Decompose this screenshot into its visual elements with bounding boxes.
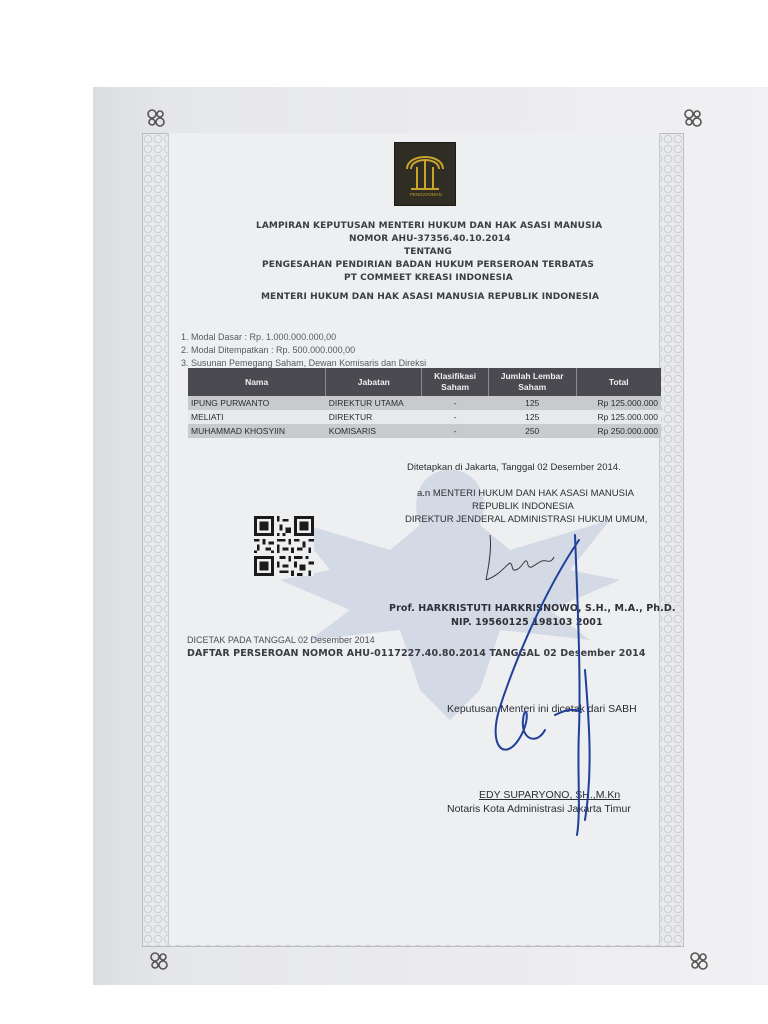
capital-issued: 2. Modal Ditempatkan : Rp. 500.000.000,00 <box>181 345 356 355</box>
signer-nip: NIP. 19560125 198103 2001 <box>451 617 603 628</box>
cell-jabatan: DIREKTUR <box>326 410 422 424</box>
corner-ornament-bottom-left <box>148 950 170 972</box>
col-header-nama: Nama <box>188 368 326 396</box>
on-behalf-line: a.n MENTERI HUKUM DAN HAK ASASI MANUSIA <box>417 488 634 499</box>
cell-jabatan: DIREKTUR UTAMA <box>326 396 422 410</box>
cell-nama: MUHAMMAD KHOSYIIN <box>188 424 326 438</box>
col-header-total: Total <box>576 368 661 396</box>
corner-ornament-top-left <box>145 107 167 129</box>
table-row <box>188 396 661 410</box>
established-date: Ditetapkan di Jakarta, Tanggal 02 Desember 2014. <box>407 462 621 473</box>
shareholder-structure: 3. Susunan Pemegang Saham, Dewan Komisaris dan Direksi <box>181 358 427 368</box>
cell-klasifikasi: - <box>422 396 489 410</box>
cell-klasifikasi: - <box>422 424 489 438</box>
table-row <box>188 410 661 424</box>
emblem-caption: PENGAYOMAN <box>410 192 442 197</box>
notary-name: EDY SUPARYONO, SH.,M.Kn <box>479 789 621 801</box>
notary-title: Notaris Kota Administrasi Jakarta Timur <box>447 803 631 815</box>
signer-name: Prof. HARKRISTUTI HARKRISNOWO, S.H., M.A., Ph.D. <box>389 603 676 614</box>
cell-klasifikasi: - <box>422 410 489 424</box>
company-name: PT COMMEET KREASI INDONESIA <box>344 273 513 283</box>
notary-signature <box>485 530 625 840</box>
minister-title: MENTERI HUKUM DAN HAK ASASI MANUSIA REPUBLIK INDONESIA <box>261 292 600 302</box>
directorate-line: DIREKTUR JENDERAL ADMINISTRASI HUKUM UMUM, <box>405 514 648 525</box>
cell-total: Rp 125.000.000 <box>576 396 661 410</box>
cell-jumlah: 125 <box>488 410 576 424</box>
cell-nama: IPUNG PURWANTO <box>188 396 326 410</box>
corner-ornament-bottom-right <box>688 950 710 972</box>
company-register-number: DAFTAR PERSEROAN NOMOR AHU-0117227.40.80.2014 TANGGAL 02 Desember 2014 <box>187 648 646 659</box>
cell-jumlah: 125 <box>488 396 576 410</box>
table-row <box>188 424 661 438</box>
sabh-note: Keputusan Menteri ini dicetak dari SABH <box>447 703 637 715</box>
cell-jumlah: 250 <box>488 424 576 438</box>
header-tentang: TENTANG <box>404 247 452 257</box>
col-header-jabatan: Jabatan <box>326 368 422 396</box>
header-line-1: LAMPIRAN KEPUTUSAN MENTERI HUKUM DAN HAK ASASI MANUSIA <box>256 221 603 231</box>
shareholder-table <box>188 368 661 438</box>
col-header-jumlah: Jumlah Lembar Saham <box>488 368 576 396</box>
cell-total: Rp 250.000.000 <box>576 424 661 438</box>
republic-line: REPUBLIK INDONESIA <box>472 501 574 512</box>
cell-nama: MELIATI <box>188 410 326 424</box>
qr-code-icon <box>252 516 316 576</box>
ministry-emblem <box>394 142 456 206</box>
table-header-row <box>188 368 661 396</box>
capital-authorized: 1. Modal Dasar : Rp. 1.000.000.000,00 <box>181 332 337 342</box>
header-subject: PENGESAHAN PENDIRIAN BADAN HUKUM PERSEROAN TERBATAS <box>262 260 595 270</box>
col-header-klasifikasi: Klasifikasi Saham <box>422 368 489 396</box>
decree-number: NOMOR AHU-37356.40.10.2014 <box>349 234 511 244</box>
cell-jabatan: KOMISARIS <box>326 424 422 438</box>
corner-ornament-top-right <box>682 107 704 129</box>
cell-total: Rp 125.000.000 <box>576 410 661 424</box>
printed-date: DICETAK PADA TANGGAL 02 Desember 2014 <box>187 635 375 645</box>
